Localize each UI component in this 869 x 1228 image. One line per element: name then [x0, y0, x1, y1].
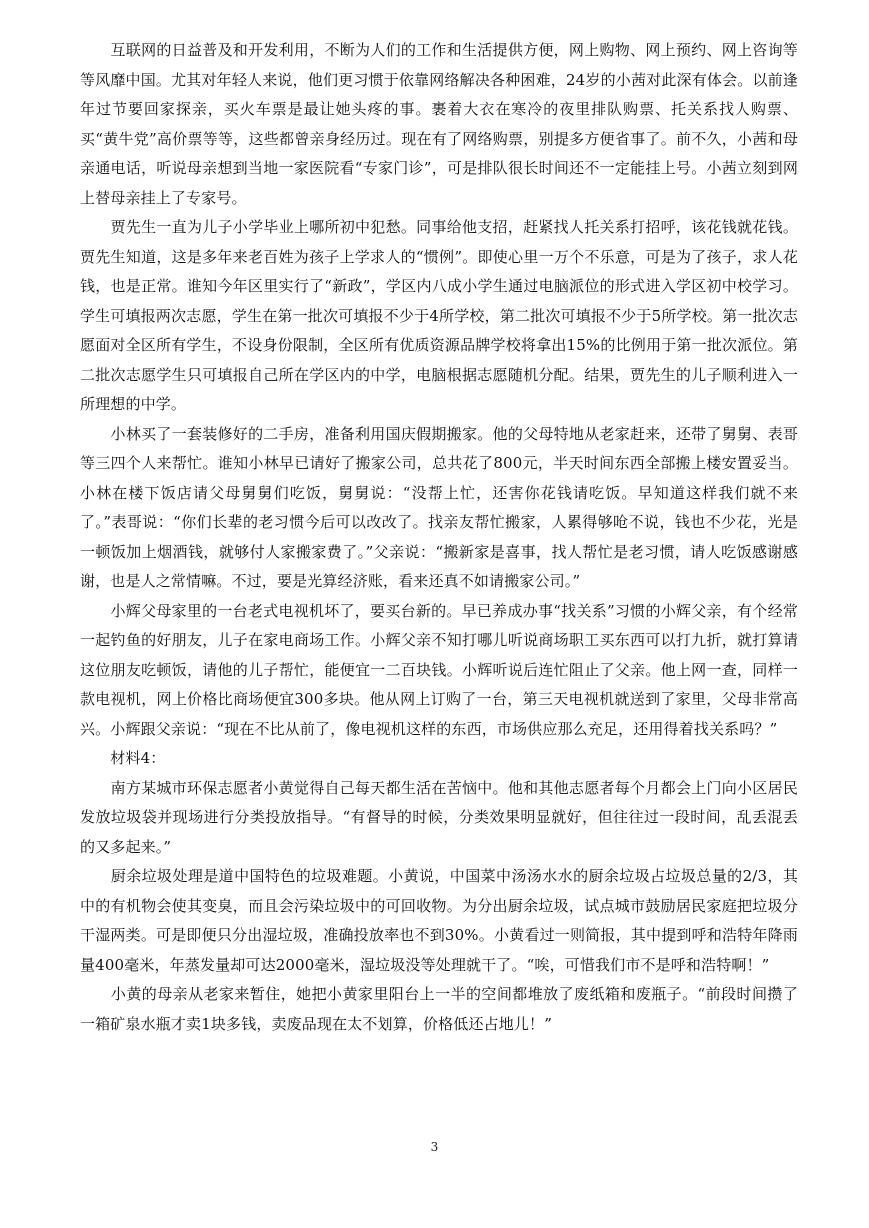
paragraph: 小黄的母亲从老家来暂住，她把小黄家里阳台上一半的空间都堆放了废纸箱和废瓶子。“前段时间攒了一箱矿泉水瓶才卖1块多钱，卖废品现在太不划算，价格低还占地儿！” — [80, 985, 798, 1033]
page-number: 3 — [430, 1140, 439, 1154]
paragraph: 南方某城市环保志愿者小黄觉得自己每天都生活在苦恼中。他和其他志愿者每个月都会上门向小区居民发放垃圾袋并现场进行分类投放指导。“有督导的时候，分类效果明显就好，但往往过一段时间，乱丢混丢的又多起来。” — [80, 778, 798, 856]
material-heading: 材料4： — [80, 749, 166, 767]
document-body — [80, 36, 798, 1039]
paragraph: 厨余垃圾处理是道中国特色的垃圾难题。小黄说，中国菜中汤汤水水的厨余垃圾占垃圾总量的2/3，其中的有机物会使其变臭，而且会污染垃圾中的可回收物。为分出厨余垃圾，试点城市鼓励居民家庭把垃圾分干湿两类。可是即便只分出湿垃圾，准确投放率也不到30%。小黄看过一则简报，其中提到呼和浩特年降雨量400毫米，年蒸发量却可达2000毫米，湿垃圾没等处理就干了。“唉，可惜我们市不是呼和浩特啊！” — [80, 867, 798, 974]
paragraph: 小林买了一套装修好的二手房，准备利用国庆假期搬家。他的父母特地从老家赶来，还带了舅舅、表哥等三四个人来帮忙。谁知小林早已请好了搬家公司，总共花了800元，半天时间东西全部搬上楼安置妥当。小林在楼下饭店请父母舅舅们吃饭，舅舅说：“没帮上忙，还害你花钱请吃饭。早知道这样我们就不来了。”表哥说：“你们长辈的老习惯今后可以改改了。找亲友帮忙搬家，人累得够呛不说，钱也不少花，光是一顿饭加上烟酒钱，就够付人家搬家费了。”父亲说：“搬新家是喜事，找人帮忙是老习惯，请人吃饭感谢感谢，也是人之常情嘛。不过，要是光算经济账，看来还真不如请搬家公司。” — [80, 424, 798, 590]
paragraph: 互联网的日益普及和开发利用，不断为人们的工作和生活提供方便，网上购物、网上预约、网上咨询等等风靡中国。尤其对年轻人来说，他们更习惯于依靠网络解决各种困难，24岁的小茜对此深有体会。以前逢年过节要回家探亲，买火车票是最让她头疼的事。裹着大衣在寒冷的夜里排队购票、托关系找人购票、买“黄牛党”高价票等等，这些都曾亲身经历过。现在有了网络购票，别提多方便省事了。前不久，小茜和母亲通电话，听说母亲想到当地一家医院看“专家门诊”，可是排队很长时间还不一定能挂上号。小茜立刻到网上替母亲挂上了专家号。 — [80, 41, 798, 207]
paragraph: 贾先生一直为儿子小学毕业上哪所初中犯愁。同事给他支招，赶紧找人托关系打招呼，该花钱就花钱。贾先生知道，这是多年来老百姓为孩子上学求人的“惯例”。即使心里一万个不乐意，可是为了孩子，求人花钱，也是正常。谁知今年区里实行了“新政”，学区内八成小学生通过电脑派位的形式进入学区初中校学习。学生可填报两次志愿，学生在第一批次可填报不少于4所学校，第二批次可填报不少于5所学校。第一批次志愿面对全区所有学生，不设身份限制，全区所有优质资源品牌学校将拿出15%的比例用于第一批次派位。第二批次志愿学生只可填报自己所在学区内的中学，电脑根据志愿随机分配。结果，贾先生的儿子顺利进入一所理想的中学。 — [80, 218, 798, 413]
paragraph: 小辉父母家里的一台老式电视机坏了，要买台新的。早已养成办事“找关系”习惯的小辉父亲，有个经常一起钓鱼的好朋友，儿子在家电商场工作。小辉父亲不知打哪儿听说商场职工买东西可以打九折，就打算请这位朋友吃顿饭，请他的儿子帮忙，能便宜一二百块钱。小辉听说后连忙阻止了父亲。他上网一查，同样一款电视机，网上价格比商场便宜300多块。他从网上订购了一台，第三天电视机就送到了家里，父母非常高兴。小辉跟父亲说：“现在不比从前了，像电视机这样的东西，市场供应那么充足，还用得着找关系吗？” — [80, 601, 798, 738]
